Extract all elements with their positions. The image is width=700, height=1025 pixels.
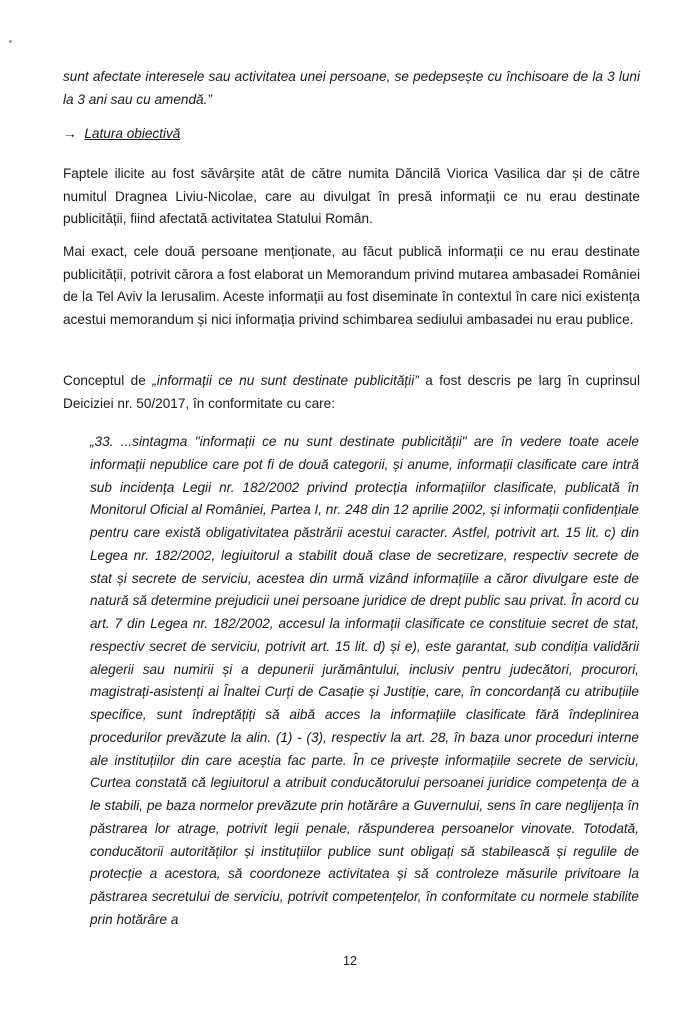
section-heading bbox=[63, 123, 640, 146]
page-number: 12 bbox=[343, 954, 357, 968]
concept-emphasis: „informații ce nu sunt destinate publicității” bbox=[152, 373, 419, 388]
concept-after: a fost descris pe larg în cuprinsul Deiciziei nr. 50/2017, în conformitate cu care: bbox=[63, 373, 641, 411]
paragraph-facts bbox=[63, 163, 640, 231]
paragraph-text bbox=[63, 370, 640, 415]
decision-quote-text: „33. ...sintagma "informații ce nu sunt destinate publicității" are în vedere toate acele informații nepublice care pot fi de două categorii, și anume, informații clasificate care intră sub incidența Legii nr. 182/2002 privind protecția informațiilor clasificate, publicată în Monitorul Oficial al României, Partea I, nr. 248 din 12 aprilie 2002, și informații confidențiale pentru care există obligativitatea păstrării acestui caracter. Astfel, potrivit art. 15 lit. c) din Legea nr. 182/2002, legiuitorul a stabilit două clase de secretizare, respectiv secrete de stat și secrete de serviciu, acestea din urmă vizând informațiile a căror divulgare este de natură să determine prejudicii unei persoane juridice de drept public sau privat. În acord cu art. 7 din Legea nr. 182/2002, accesul la informații clasificate ce constituie secret de stat, respectiv secret de serviciu, potrivit art. 15 lit. d) și e), este garantat, sub condiția validării alegerii sau numirii și a depunerii jurământului, inclusiv pentru judecători, procurori, magistrați-asistenți ai Înaltei Curți de Casație și Justiție, care, în concordanță cu atribuțiile specifice, sunt îndreptățiți să aibă acces la informațiile clasificate fără îndeplinirea procedurilor prevăzute la alin. (1) - (3), respectiv la art. 28, în baza unor proceduri interne ale instituțiilor din care aceștia fac parte. În ce privește informațiile secrete de serviciu, Curtea constată că legiuitorul a atribuit conducătorului persoanei juridice competența de a le stabili, pe baza normelor prevăzute prin hotărâre a Guvernului, sens în care neglijența în păstrarea lor atrage, potrivit legii penale, răspunderea persoanelor vinovate. Totodată, conducătorii autorităților și instituțiilor publice sunt obligați să stabilească și regulile de protecție a acestora, să coordoneze activitatea și să controleze măsurile privitoare la păstrarea secretului de serviciu, potrivit competențelor, în conformitate cu normele stabilite prin hotărâre a bbox=[90, 434, 639, 927]
paragraph-text: Faptele ilicite au fost săvârșite atât de către numita Dăncilă Viorica Vasilica dar și de către numitul Dragnea Liviu-Nicolae, care au divulgat în presă informații ce nu erau destinate publicității, fiind afectată activitatea Statului Român. bbox=[63, 166, 640, 227]
paragraph-text: Mai exact, cele două persoane menționate, au făcut publică informații ce nu erau destinate publicității, potrivit cărora a fost elaborat un Memorandum privind mutarea ambasadei României de la Tel Aviv la Ierusalim. Aceste informații au fost diseminate în contextul în care nici existența acestui memorandum și nici informația privind schimbarea sediului ambasadei nu erau publice. bbox=[63, 244, 640, 327]
section-heading-title: Latura obiectivă bbox=[84, 126, 181, 141]
arrow-right-icon: → bbox=[63, 126, 77, 141]
concept-before: Conceptul de bbox=[63, 373, 153, 388]
paragraph-concept bbox=[63, 370, 640, 415]
decision-quote bbox=[90, 431, 639, 932]
opening-quote bbox=[63, 66, 640, 111]
opening-quote-text: sunt afectate interesele sau activitatea unei persoane, se pedepsește cu închisoare de la 3 luni la 3 ani sau cu amendă.” bbox=[63, 69, 640, 107]
paragraph-memorandum bbox=[63, 241, 640, 331]
scan-speck bbox=[9, 40, 12, 43]
